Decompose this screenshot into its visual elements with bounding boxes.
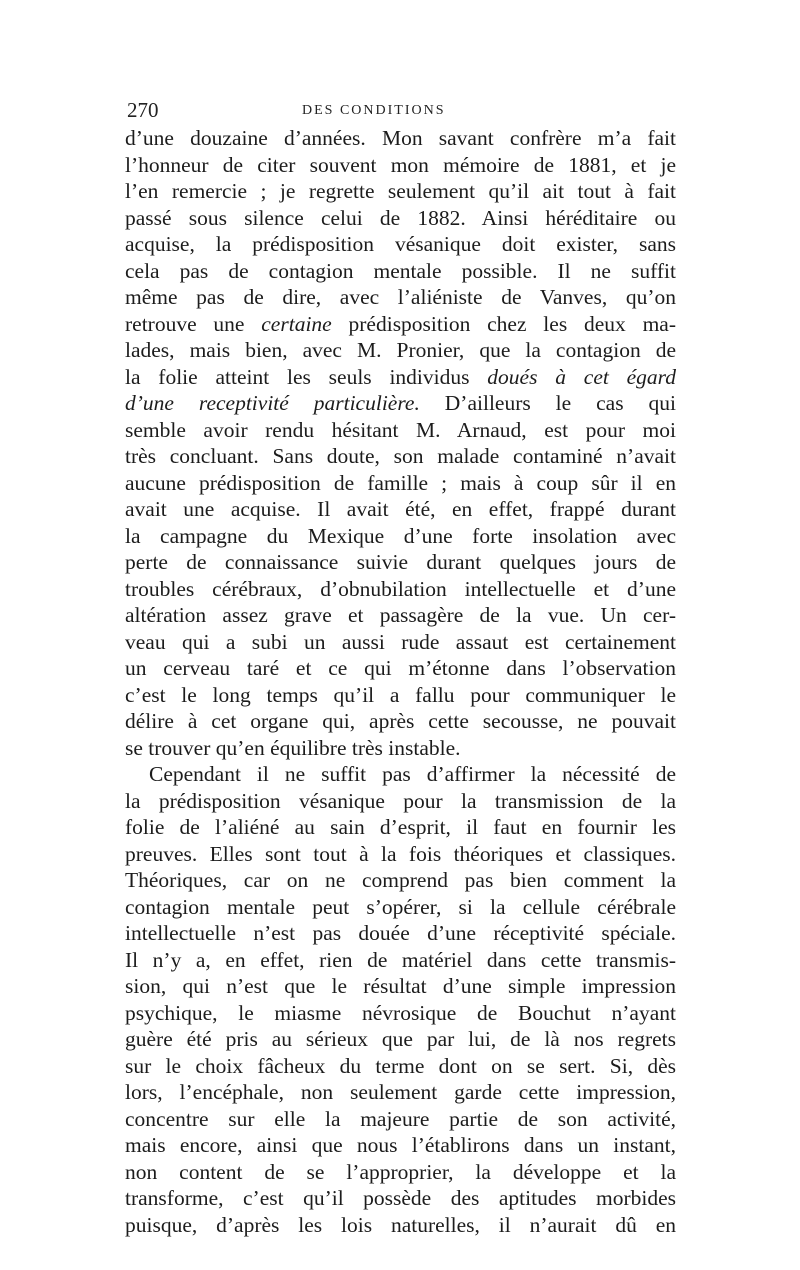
text-line: retrouve une certaine prédisposition chez les deux ma- [125, 311, 677, 336]
text-line: perte de connaissance suivie durant quelques jours de [125, 550, 676, 574]
running-head [127, 98, 677, 122]
text-line: un cerveau taré et ce qui m’étonne dans l’observation [125, 656, 676, 680]
text-line: Cependant il ne suffit pas d’affirmer la nécessité de [149, 762, 676, 786]
text-line: intellectuelle n’est pas douée d’une réceptivité spéciale. [125, 921, 676, 945]
text-line: même pas de dire, avec l’aliéniste de Vanves, qu’on [125, 285, 676, 309]
text-line: lors, l’encéphale, non seulement garde cette impression, [125, 1080, 676, 1104]
text-line: Il n’y a, en effet, rien de matériel dans cette transmis- [125, 947, 676, 972]
text-line: la campagne du Mexique d’une forte insolation avec [125, 523, 676, 548]
text-line: très concluant. Sans doute, son malade contaminé n’avait [125, 444, 676, 468]
italic-phrase: d’une receptivité particulière. [125, 391, 420, 415]
body-text [125, 125, 676, 1238]
text-line: folie de l’aliéné au sain d’esprit, il faut en fournir les [125, 815, 676, 839]
text-line: d’une douzaine d’années. Mon savant confrère m’a fait [125, 126, 676, 150]
text-line: lades, mais bien, avec M. Pronier, que la contagion de [125, 338, 676, 362]
text-line: semble avoir rendu hésitant M. Arnaud, est pour moi [125, 417, 676, 442]
text-line: aucune prédisposition de famille ; mais à coup sûr il en [125, 470, 676, 495]
italic-phrase: doués à cet égard [487, 364, 676, 389]
text-line: cela pas de contagion mentale possible. Il ne suffit [125, 258, 676, 283]
text-line: l’honneur de citer souvent mon mémoire de 1881, et je [125, 152, 676, 177]
italic-phrase: certaine [261, 311, 332, 336]
text-line: acquise, la prédisposition vésanique doit exister, sans [125, 232, 676, 256]
text-line: veau qui a subi un aussi rude assaut est certainement [125, 629, 676, 654]
page-number: 270 [127, 98, 159, 122]
text-line: se trouver qu’en équilibre très instable. [125, 735, 461, 760]
text-line: troubles cérébraux, d’obnubilation intellectuelle et d’une [125, 576, 676, 601]
text-line: la folie atteint les seuls individus doués à cet égard [125, 364, 676, 389]
text-line: passé sous silence celui de 1882. Ainsi héréditaire ou [125, 205, 676, 230]
text-line: non content de se l’approprier, la développe et la [125, 1159, 676, 1184]
text-line: mais encore, ainsi que nous l’établirons dans un instant, [125, 1133, 676, 1157]
text-line: l’en remercie ; je regrette seulement qu’il ait tout à fait [125, 179, 676, 203]
text-line: délire à cet organe qui, après cette secousse, ne pouvait [125, 709, 676, 733]
text-line: transforme, c’est qu’il possède des aptitudes morbides [125, 1186, 676, 1210]
text-line: contagion mentale peut s’opérer, si la cellule cérébrale [125, 894, 676, 919]
text-line: preuves. Elles sont tout à la fois théoriques et classiques. [125, 841, 676, 866]
text-line: sion, qui n’est que le résultat d’une simple impression [125, 974, 676, 998]
text-line: c’est le long temps qu’il a fallu pour communiquer le [125, 682, 676, 707]
running-title: DES CONDITIONS [302, 103, 446, 118]
text-line: avait une acquise. Il avait été, en effet, frappé durant [125, 497, 676, 521]
text-line: d’une receptivité particulière. D’ailleurs le cas qui [125, 391, 676, 415]
text-line: puisque, d’après les lois naturelles, il n’aurait dû en [125, 1212, 676, 1237]
text-line: Théoriques, car on ne comprend pas bien comment la [125, 868, 676, 892]
text-line: altération assez grave et passagère de la vue. Un cer- [125, 603, 676, 627]
text-line: concentre sur elle la majeure partie de son activité, [125, 1106, 676, 1131]
text-line: psychique, le miasme névrosique de Bouchut n’ayant [125, 1000, 676, 1025]
text-line: guère été pris au sérieux que par lui, de là nos regrets [125, 1027, 676, 1051]
text-line: sur le choix fâcheux du terme dont on se sert. Si, dès [125, 1053, 676, 1078]
text-line: la prédisposition vésanique pour la transmission de la [125, 788, 676, 813]
